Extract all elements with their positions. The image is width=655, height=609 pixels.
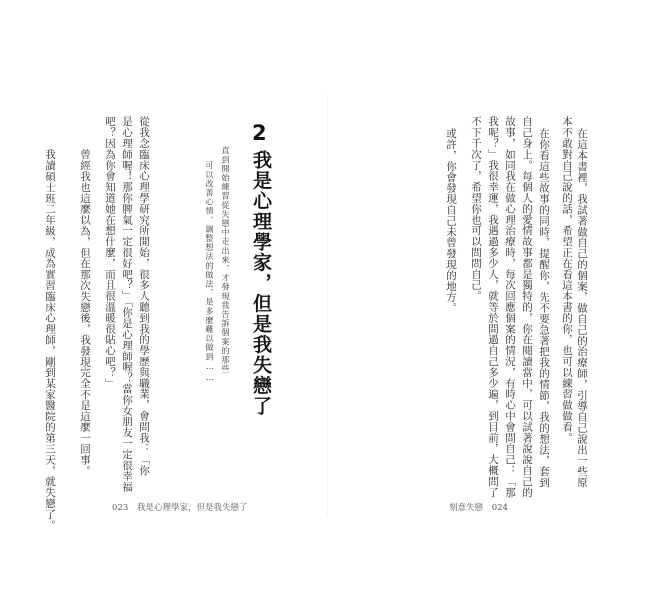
right-page (328, 0, 655, 609)
body-line: 我讀碩士班二年級，成為實習臨床心理師，剛到某家醫院的第三天，就失戀了。 (44, 149, 56, 531)
running-title: 我是心理學家，但是我失戀了 (136, 503, 248, 513)
body-line: 是心理師喔！那你脾氣一定很好吧？」「你是心理師喔？當你女朋友一定很幸福 (121, 116, 133, 493)
left-page (0, 0, 327, 609)
body-line: 吧？因為你會知道她在想什麼，而且很溫暖很貼心吧？」 (104, 116, 116, 389)
body-line: 或許，你會發現自己未曾發現的地方。 (445, 128, 457, 314)
body-line: 曾經我也這麼以為，但在那次失戀後，我發現完全不是這麼一回事。 (79, 149, 91, 476)
body-line: 本不敢對自己說的話，希望正在看這本書的你，也可以練習做做看。 (561, 116, 573, 443)
body-line: 故事，如同我在做心理治療時，每次回應個案的情況，有時心中會問自己：「那 (504, 116, 516, 498)
body-line: 從我念臨床心理學研究所開始，很多人聽到我的學歷與職業，會問我：「你 (138, 116, 150, 476)
chapter-number: 2 (252, 121, 267, 145)
body-line: 自己身上。每個人的愛情故事都是獨特的，你在閱讀當中，可以試著說說自己的 (521, 116, 533, 498)
epigraph-line: 直到開始練習從失戀中走出來，才發現我告訴個案的那些 (221, 146, 231, 374)
body-line: 在你看這些故事的同時，提醒你，先不要急著把我的情節，我的想法，套到 (538, 128, 550, 488)
running-title: 刻意失戀 (449, 503, 484, 513)
right-footer (449, 501, 514, 513)
chapter-title: 我是心理學家，但是我失戀了 (250, 150, 272, 417)
left-footer (112, 501, 253, 513)
body-line: 不下千次了，希望你也可以問問自己。 (470, 116, 482, 302)
page-number: 023 (112, 503, 129, 513)
page-number: 024 (491, 503, 508, 513)
epigraph-line: 可以改善心情、調整想法的做法，是多麼難以做到…… (205, 161, 215, 383)
body-line: 在這本書裡，我試著做自己的個案，做自己的治療師，引導自己說出一些原 (576, 128, 588, 488)
body-line: 我呢？」我很幸運，我遇過多少人，就等於問過自己多少遍，到目前，大概問了 (487, 116, 499, 498)
